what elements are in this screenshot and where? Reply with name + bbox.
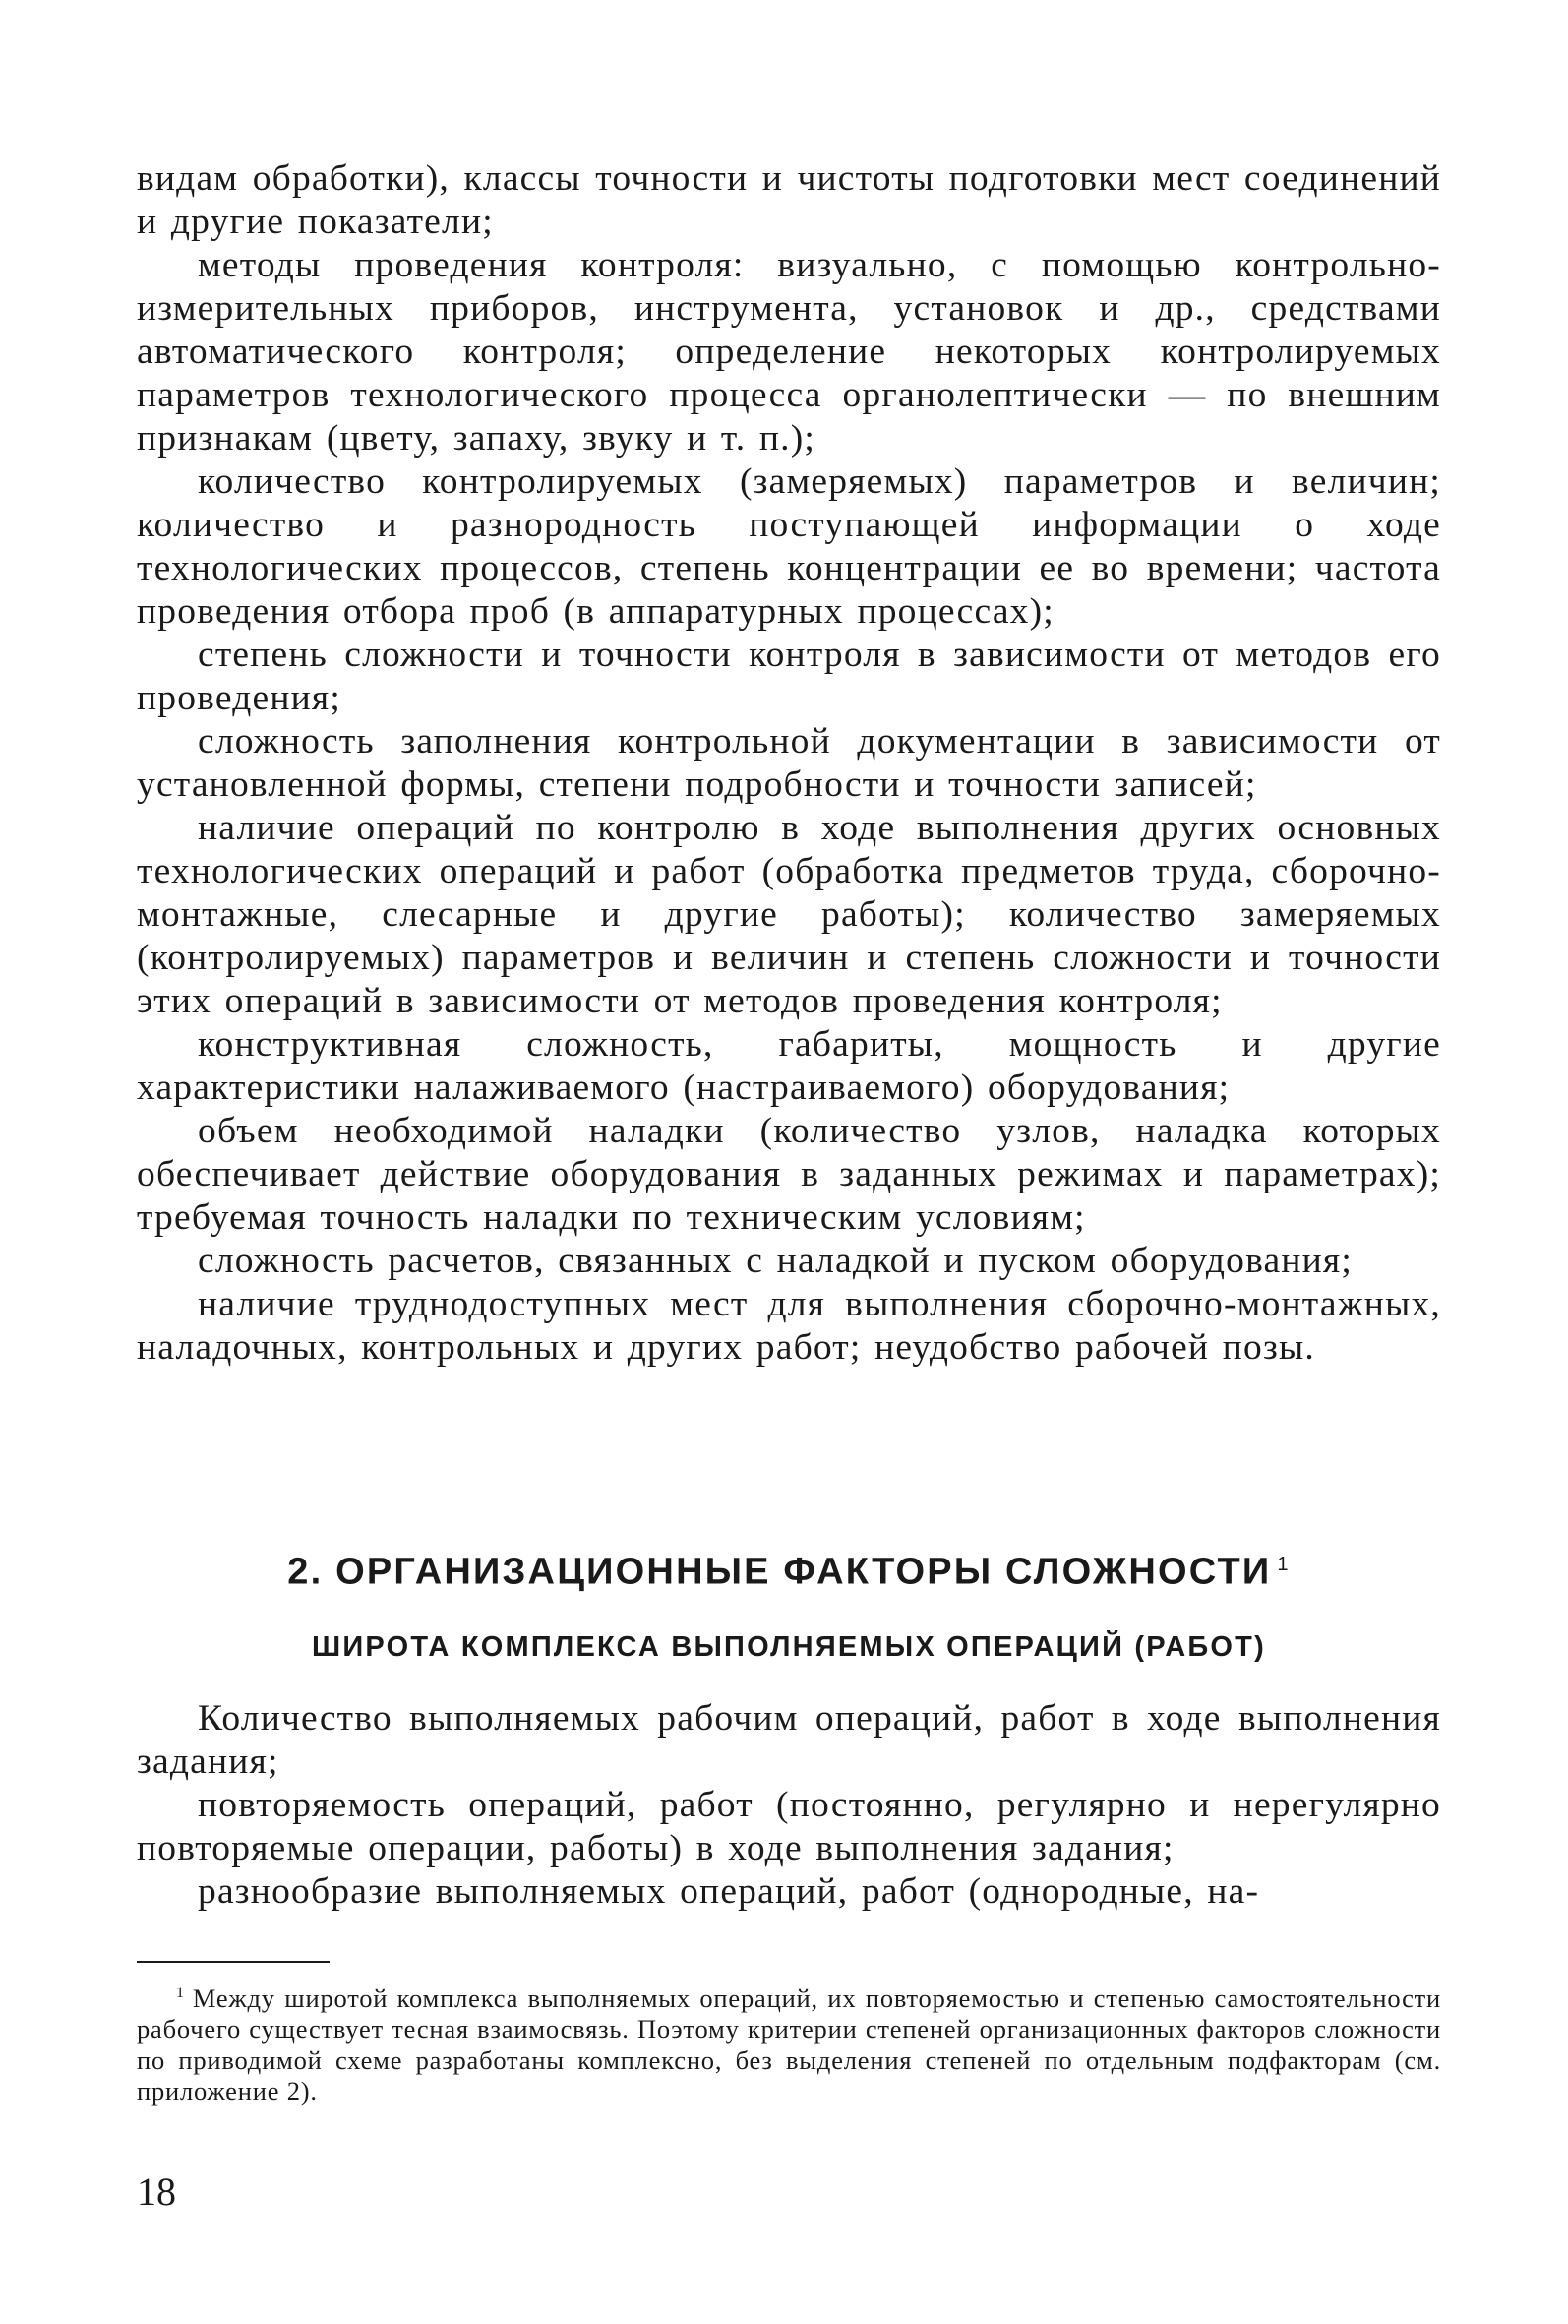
paragraph-control-methods: методы проведения контроля: визуально, с помощью контрольно-измерительных приборов, инструмента, установок и др., средствами автоматического контроля; определение некоторых контролируемых параметров технологического процесса органолептически — по внешним признакам (цвету, запаху, звуку и т. п.); — [137, 245, 1441, 459]
paragraph-calculations: сложность расчетов, связанных с наладкой и пуском оборудования; — [198, 1241, 1353, 1281]
paragraph-variety: разнообразие выполняемых операций, работ (однородные, на- — [198, 1871, 1260, 1912]
paragraph-controlled-parameters: количество контролируемых (замеряемых) параметров и величин; количество и разнородность поступающей информации о ходе технологических процессов, степень концентрации ее во времени; частота проведения отбора проб (в аппаратурных процессах); — [137, 461, 1441, 632]
section-heading — [137, 1541, 1441, 1596]
paragraph-control-complexity: степень сложности и точности контроля в зависимости от методов его проведения; — [137, 635, 1441, 718]
subheading: ШИРОТА КОМПЛЕКСА ВЫПОЛНЯЕМЫХ ОПЕРАЦИЙ (РАБОТ) — [312, 1631, 1266, 1663]
footnote-divider — [137, 1961, 330, 1963]
paragraph-operations-count: Количество выполняемых рабочим операций, работ в ходе выполнения задания; — [137, 1698, 1441, 1782]
paragraph-documentation-complexity: сложность заполнения контрольной документации в зависимости от установленной формы, степени подробности и точности записей; — [137, 721, 1441, 805]
paragraph-equipment-complexity: конструктивная сложность, габариты, мощность и другие характеристики налаживаемого (настраиваемого) оборудования; — [137, 1024, 1441, 1108]
body-text-bottom — [137, 1697, 1441, 1914]
footnote-marker: 1 — [176, 1985, 185, 2001]
footnote — [137, 1978, 1441, 2108]
footnote-text: Между широтой комплекса выполняемых операций, их повторяемостью и степенью самостоятельности рабочего существует тесная взаимосвязь. Поэтому критерии степеней организационных факторов сложности по приводимой схеме разработаны комплексно, без выделения степеней по отдельным подфакторам (см. приложение 2). — [137, 1983, 1441, 2107]
paragraph-control-operations: наличие операций по контролю в ходе выполнения других основных технологических операций и работ (обработка предметов труда, сборочно-монтажные, слесарные и другие работы); количество замеряемых (контролируемых) параметров и величин и степень сложности и точности этих операций в зависимости от методов проведения контроля; — [137, 808, 1441, 1021]
paragraph-1-continuation: видам обработки), классы точности и чистоты подготовки мест соединений и другие показатели; — [137, 158, 1441, 242]
footnote-reference: 1 — [1277, 1554, 1291, 1575]
paragraph-repeatability: повторяемость операций, работ (постоянно, регулярно и нерегулярно повторяемые операции, работы) в ходе выполнения задания; — [137, 1785, 1441, 1868]
paragraph-hard-to-reach: наличие труднодоступных мест для выполнения сборочно-монтажных, наладочных, контрольных и других работ; неудобство рабочей позы. — [137, 1284, 1441, 1368]
body-text-top — [137, 157, 1441, 1370]
section-heading-text: 2. ОРГАНИЗАЦИОННЫЕ ФАКТОРЫ СЛОЖНОСТИ — [287, 1551, 1272, 1593]
page-number: 18 — [137, 2170, 176, 2214]
paragraph-setup-volume: объем необходимой наладки (количество узлов, наладка которых обеспечивает действие оборудования в заданных режимах и параметрах); требуемая точность наладки по техническим условиям; — [137, 1111, 1441, 1238]
